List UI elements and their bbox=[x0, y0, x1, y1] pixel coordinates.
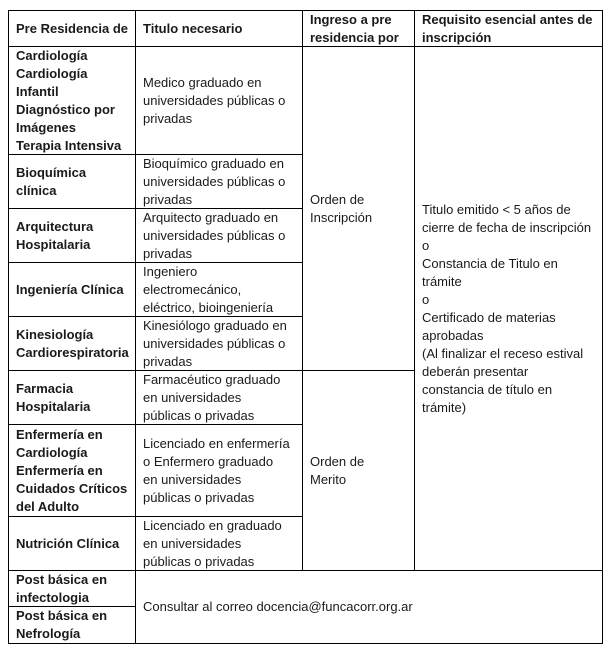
titulo-cell bbox=[135, 424, 303, 517]
titulo-text: Arquitecto graduado en universidades públicas o privadas bbox=[143, 209, 286, 261]
residencia-text: Ingeniería Clínica bbox=[16, 281, 124, 297]
ingreso-text: Orden de Inscripción bbox=[310, 191, 373, 225]
header-text: Titulo necesario bbox=[143, 20, 243, 36]
residencia-text: Arquitectura Hospitalaria bbox=[16, 218, 94, 252]
titulo-cell bbox=[135, 370, 303, 425]
titulo-text: Farmacéutico graduado en universidades públicas o privadas bbox=[143, 371, 281, 423]
post-basica-nefrologia-cell bbox=[8, 606, 136, 644]
header-ingreso bbox=[302, 10, 415, 47]
ingreso-cell-merito bbox=[302, 370, 415, 571]
residencia-text: Kinesiología Cardiorespiratoria bbox=[16, 326, 129, 360]
titulo-cell bbox=[135, 46, 303, 155]
post-basica-text: Post básica en Nefrología bbox=[16, 608, 108, 641]
residencia-text: Cardiología Cardiología Infantil Diagnóstico por Imágenes Terapia Intensiva bbox=[16, 47, 122, 153]
header-requisito bbox=[414, 10, 603, 47]
titulo-text: Bioquímico graduado en universidades públicas o privadas bbox=[143, 155, 286, 207]
residencia-cell bbox=[8, 208, 136, 263]
titulo-cell bbox=[135, 208, 303, 263]
titulo-text: Licenciado en graduado en universidades públicas o privadas bbox=[143, 517, 282, 569]
titulo-text: Medico graduado en universidades públicas o privadas bbox=[143, 74, 286, 126]
titulo-cell bbox=[135, 516, 303, 571]
titulo-cell bbox=[135, 262, 303, 317]
titulo-cell bbox=[135, 316, 303, 371]
residencia-text: Bioquímica clínica bbox=[16, 164, 87, 198]
residencia-cell bbox=[8, 424, 136, 517]
residencia-cell bbox=[8, 316, 136, 371]
titulo-text: Licenciado en enfermería o Enfermero graduado en universidades públicas o privadas bbox=[143, 435, 290, 505]
residencia-text: Nutrición Clínica bbox=[16, 535, 120, 551]
consulta-cell bbox=[135, 570, 603, 644]
consulta-email-text: Consultar al correo docencia@funcacorr.org.ar bbox=[143, 599, 413, 614]
header-text: Ingreso a pre residencia por bbox=[310, 11, 399, 45]
header-text: Pre Residencia de bbox=[16, 20, 128, 36]
titulo-cell bbox=[135, 154, 303, 209]
ingreso-cell-inscripcion bbox=[302, 46, 415, 371]
ingreso-text: Orden de Merito bbox=[310, 453, 365, 487]
requisito-cell bbox=[414, 46, 603, 571]
requisito-text: Titulo emitido < 5 años de cierre de fecha de inscripción o Constancia de Titulo en trámite o Certificado de materias aprobadas (Al finalizar el receso estival deberán presentar constancia de título en trámite) bbox=[422, 201, 592, 415]
post-basica-infectologia-cell bbox=[8, 570, 136, 607]
residencia-cell bbox=[8, 370, 136, 425]
titulo-text: Kinesiólogo graduado en universidades públicas o privadas bbox=[143, 317, 287, 369]
residencia-text: Enfermería en Cardiología Enfermería en Cuidados Críticos del Adulto bbox=[16, 426, 128, 514]
residencia-cell bbox=[8, 154, 136, 209]
residencia-text: Farmacia Hospitalaria bbox=[16, 380, 91, 414]
post-basica-text: Post básica en infectologia bbox=[16, 571, 108, 605]
residencia-cell bbox=[8, 46, 136, 155]
titulo-text: Ingeniero electromecánico, eléctrico, bioingeniería bbox=[143, 263, 274, 315]
header-pre-residencia bbox=[8, 10, 136, 47]
header-text: Requisito esencial antes de inscripción bbox=[422, 11, 593, 45]
residencia-cell bbox=[8, 262, 136, 317]
residencia-cell bbox=[8, 516, 136, 571]
header-titulo bbox=[135, 10, 303, 47]
